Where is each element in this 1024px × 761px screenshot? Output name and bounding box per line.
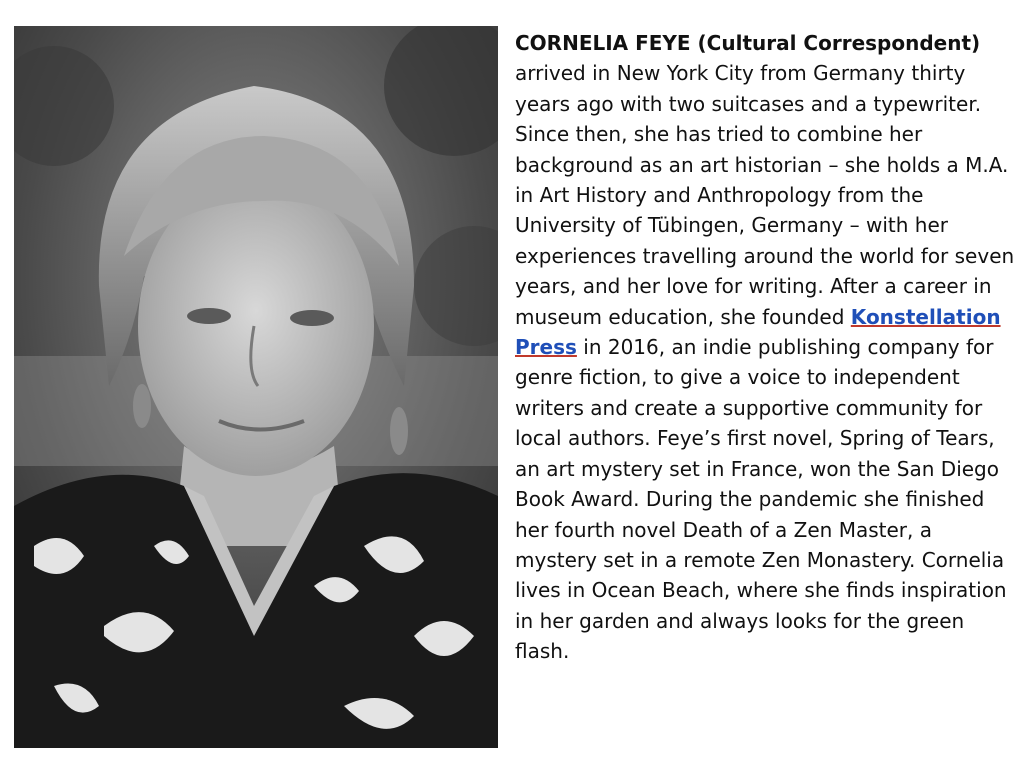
bio-paragraph xyxy=(515,28,1015,667)
bio-text-block xyxy=(515,28,1015,667)
bio-text-part-1: arrived in New York City from Germany thirty years ago with two suitcases and a typewriter. Since then, she has tried to combine her background as an art historian – she holds a M.A. in Art History and Anthropology from the University of Tübingen, Germany – with her experiences travelling around the world for seven years, and her love for writing. After a career in museum education, she founded xyxy=(515,61,1015,329)
bio-text-part-2: in 2016, an indie publishing company for genre fiction, to give a voice to independent writers and create a supportive community for local authors. Feye’s first novel, Spring of Tears, an art mystery set in France, won the San Diego Book Award. During the pandemic she finished her fourth novel Death of a Zen Master, a mystery set in a remote Zen Monastery. Cornelia lives in Ocean Beach, where she finds inspiration in her garden and always looks for the green flash. xyxy=(515,335,1007,664)
author-name-heading: CORNELIA FEYE (Cultural Correspondent) xyxy=(515,31,981,55)
konstellation-press-link[interactable]: Konstellation Press xyxy=(515,304,1001,360)
portrait-photo xyxy=(14,26,498,748)
portrait-illustration xyxy=(14,26,498,748)
